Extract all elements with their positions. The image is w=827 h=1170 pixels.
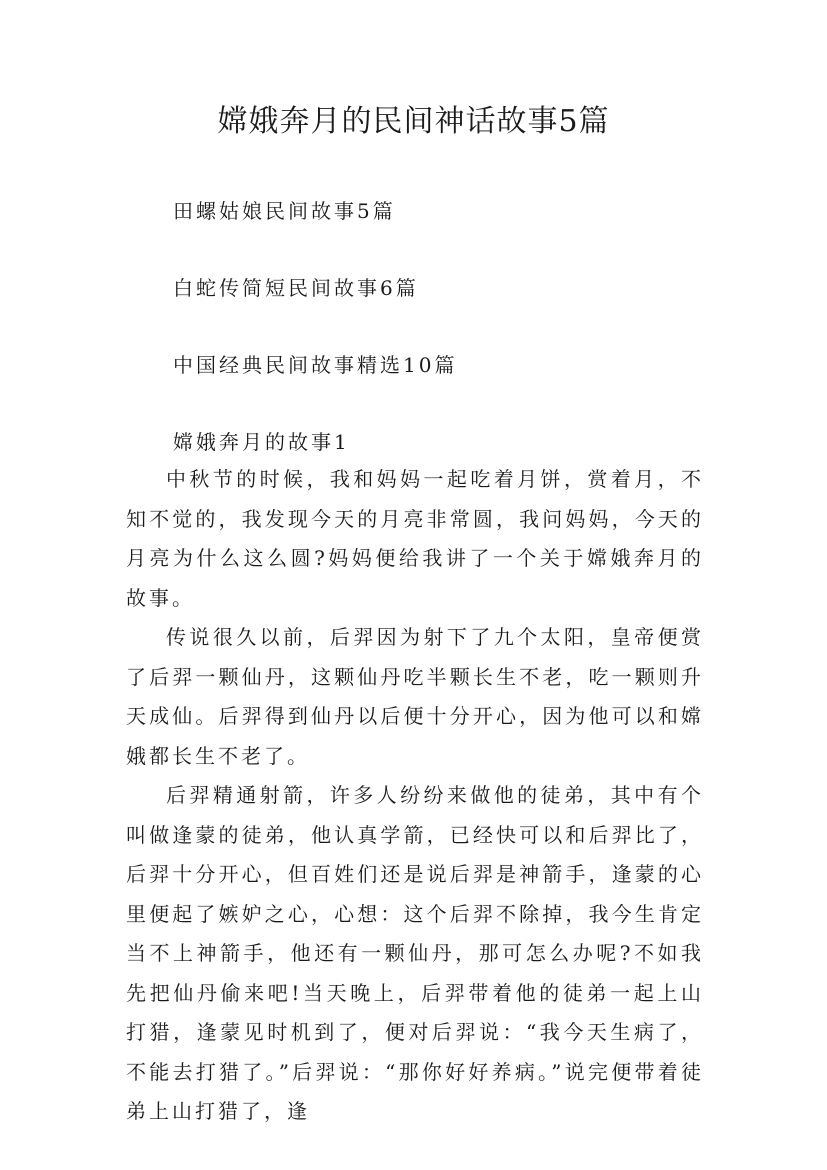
story-body (126, 460, 704, 1132)
document-title: 嫦娥奔月的民间神话故事5篇 (217, 104, 610, 139)
related-link-1[interactable]: 田螺姑娘民间故事5篇 (173, 199, 396, 223)
story-paragraph-2: 传说很久以前，后羿因为射下了九个太阳，皇帝便赏了后羿一颗仙丹，这颗仙丹吃半颗长生不老，吃一颗则升天成仙。后羿得到仙丹以后便十分开心，因为他可以和嫦娥都长生不老了。 (126, 625, 704, 768)
related-link-2[interactable]: 白蛇传简短民间故事6篇 (173, 276, 419, 300)
story-paragraph-1: 中秋节的时候，我和妈妈一起吃着月饼，赏着月，不知不觉的，我发现今天的月亮非常圆，我问妈妈，今天的月亮为什么这么圆?妈妈便给我讲了一个关于嫦娥奔月的故事。 (126, 467, 704, 610)
related-link-3[interactable]: 中国经典民间故事精选10篇 (173, 353, 458, 377)
section-heading: 嫦娥奔月的故事1 (173, 430, 350, 454)
story-paragraph-3: 后羿精通射箭，许多人纷纷来做他的徒弟，其中有个叫做逢蒙的徒弟，他认真学箭，已经快可以和后羿比了，后羿十分开心，但百姓们还是说后羿是神箭手，逢蒙的心里便起了嫉妒之心，心想：这个后羿不除掉，我今生肯定当不上神箭手，他还有一颗仙丹，那可怎么办呢?不如我先把仙丹偷来吧!当天晚上，后羿带着他的徒弟一起上山打猎，逢蒙见时机到了，便对后羿说：“我今天生病了，不能去打猎了。”后羿说：“那你好好养病。”说完便带着徒弟上山打猎了，逢 (126, 783, 704, 1123)
